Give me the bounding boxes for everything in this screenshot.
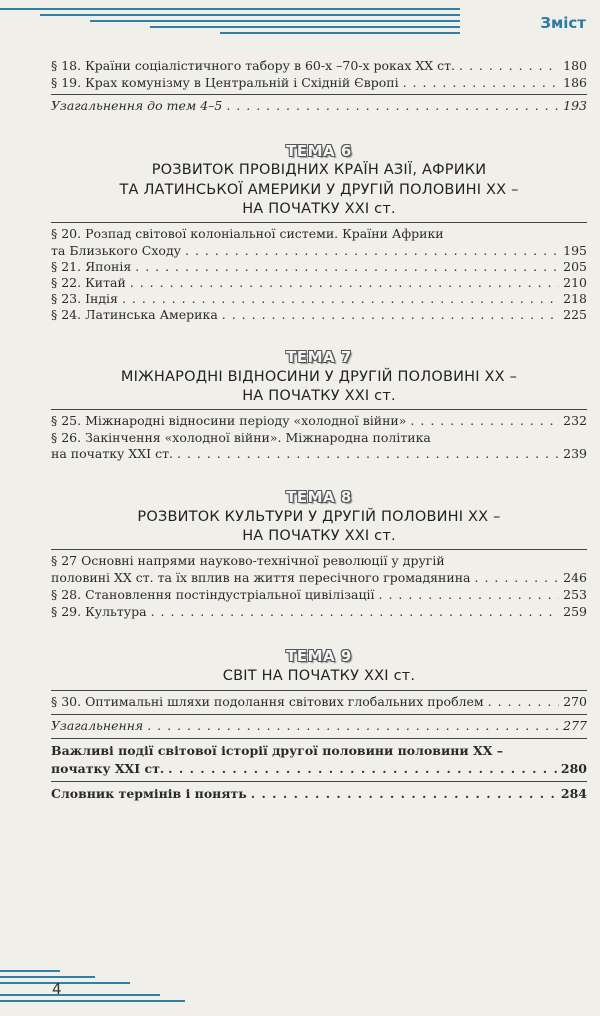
toc-entry-page: 218: [563, 291, 587, 306]
toc-entry[interactable]: [51, 760, 587, 778]
toc-entry-title: § 30. Оптимальні шляхи подолання світових глобальних проблем: [51, 694, 484, 709]
topic-label: ТЕМА 6: [286, 142, 352, 160]
topic-title-line: СВІТ НА ПОЧАТКУ XXI ст.: [222, 668, 416, 684]
toc-entry-page: 277: [563, 718, 587, 733]
toc-entry[interactable]: [51, 586, 587, 604]
divider: [51, 94, 587, 95]
topic-title-line: ТА ЛАТИНСЬКОЇ АМЕРИКИ У ДРУГІЙ ПОЛОВИНІ XX –: [119, 182, 519, 198]
topic-label: ТЕМА 8: [286, 488, 352, 506]
toc-entry-page: 205: [563, 259, 587, 274]
toc-entry[interactable]: [51, 569, 587, 587]
toc-entry[interactable]: [51, 412, 587, 430]
toc-entry-title: початку XXI ст.: [51, 761, 165, 776]
topic-label: ТЕМА 9: [286, 647, 352, 665]
toc-entry-title: § 23. Індія: [51, 291, 118, 306]
footer-decoration: [0, 968, 190, 1008]
toc-entry-page: 186: [563, 75, 587, 90]
toc-entry-title: § 28. Становлення постіндустріальної цивілізації: [51, 587, 375, 602]
toc-entry[interactable]: [51, 445, 587, 463]
toc-entry-title: та Близького Сходу: [51, 243, 181, 258]
toc-entry-title: Узагальнення: [51, 718, 144, 733]
toc-summary-entry[interactable]: [51, 717, 587, 735]
topic-title-line: НА ПОЧАТКУ XXI ст.: [242, 528, 396, 544]
toc-entry-title: на початку XXI ст.: [51, 446, 173, 461]
topic-title-line: РОЗВИТОК ПРОВІДНИХ КРАЇН АЗІЇ, АФРИКИ: [151, 162, 487, 178]
header-title: Зміст: [540, 14, 586, 32]
toc-summary-entry[interactable]: [51, 97, 587, 115]
toc-entry-title: Словник термінів і понять: [51, 786, 247, 801]
divider: [51, 690, 587, 691]
toc-entry[interactable]: [51, 603, 587, 621]
toc-entry-page: 225: [563, 307, 587, 322]
toc-entry-title: § 19. Крах комунізму в Центральній і Східній Європі: [51, 75, 399, 90]
toc-entry-title: § 21. Японія: [51, 259, 132, 274]
divider: [51, 409, 587, 410]
divider: [51, 781, 587, 782]
topic-label: ТЕМА 7: [286, 348, 352, 366]
toc-entry-title: половині XX ст. та їх вплив на життя пересічного громадянина: [51, 570, 471, 585]
divider: [51, 738, 587, 739]
topic-title-line: РОЗВИТОК КУЛЬТУРИ У ДРУГІЙ ПОЛОВИНІ XX –: [137, 509, 501, 525]
toc-entry-first-line[interactable]: § 26. Закінчення «холодної війни». Міжнародна політика: [51, 430, 431, 445]
toc-entry-title: Узагальнення до тем 4–5: [51, 98, 223, 113]
toc-entry-page: 284: [560, 786, 587, 801]
toc-entry-page: 270: [563, 694, 587, 709]
topic-title-line: МІЖНАРОДНІ ВІДНОСИНИ У ДРУГІЙ ПОЛОВИНІ XX –: [120, 369, 518, 385]
toc-entry-page: 180: [563, 58, 587, 73]
toc-entry-page: 246: [563, 570, 587, 585]
toc-entry[interactable]: [51, 693, 587, 711]
toc-entry-first-line[interactable]: § 20. Розпад світової колоніальної системи. Країни Африки: [51, 226, 444, 241]
toc-entry-page: 259: [563, 604, 587, 619]
toc-entry-page: 253: [563, 587, 587, 602]
toc-entry-page: 210: [563, 275, 587, 290]
toc-entry-page: 193: [563, 98, 587, 113]
topic-title-line: НА ПОЧАТКУ XXI ст.: [242, 388, 396, 404]
divider: [51, 549, 587, 550]
divider: [51, 222, 587, 223]
toc-entry-title: § 29. Культура: [51, 604, 147, 619]
toc-entry[interactable]: [51, 306, 587, 324]
toc-entry-page: 232: [563, 413, 587, 428]
toc-entry-title: § 22. Китай: [51, 275, 126, 290]
page-number: 4: [52, 980, 62, 998]
toc-entry-title: § 18. Країни соціалістичного табору в 60-х –70-х роках XX ст.: [51, 58, 455, 73]
toc-entry[interactable]: [51, 57, 587, 75]
toc-entry-page: 195: [563, 243, 587, 258]
toc-entry-page: 239: [563, 446, 587, 461]
toc-entry-title: § 24. Латинська Америка: [51, 307, 218, 322]
toc-entry[interactable]: [51, 785, 587, 803]
toc-entry[interactable]: [51, 74, 587, 92]
toc-entry-page: 280: [560, 761, 587, 776]
header-decoration: [0, 6, 470, 36]
toc-entry-title: § 25. Міжнародні відносини періоду «холодної війни»: [51, 413, 407, 428]
topic-title-line: НА ПОЧАТКУ XXI ст.: [242, 201, 396, 217]
toc-entry-first-line[interactable]: Важливі події світової історії другої половини половини XX –: [51, 743, 504, 758]
divider: [51, 714, 587, 715]
toc-entry-first-line[interactable]: § 27 Основні напрями науково-технічної революції у другій: [51, 553, 445, 568]
